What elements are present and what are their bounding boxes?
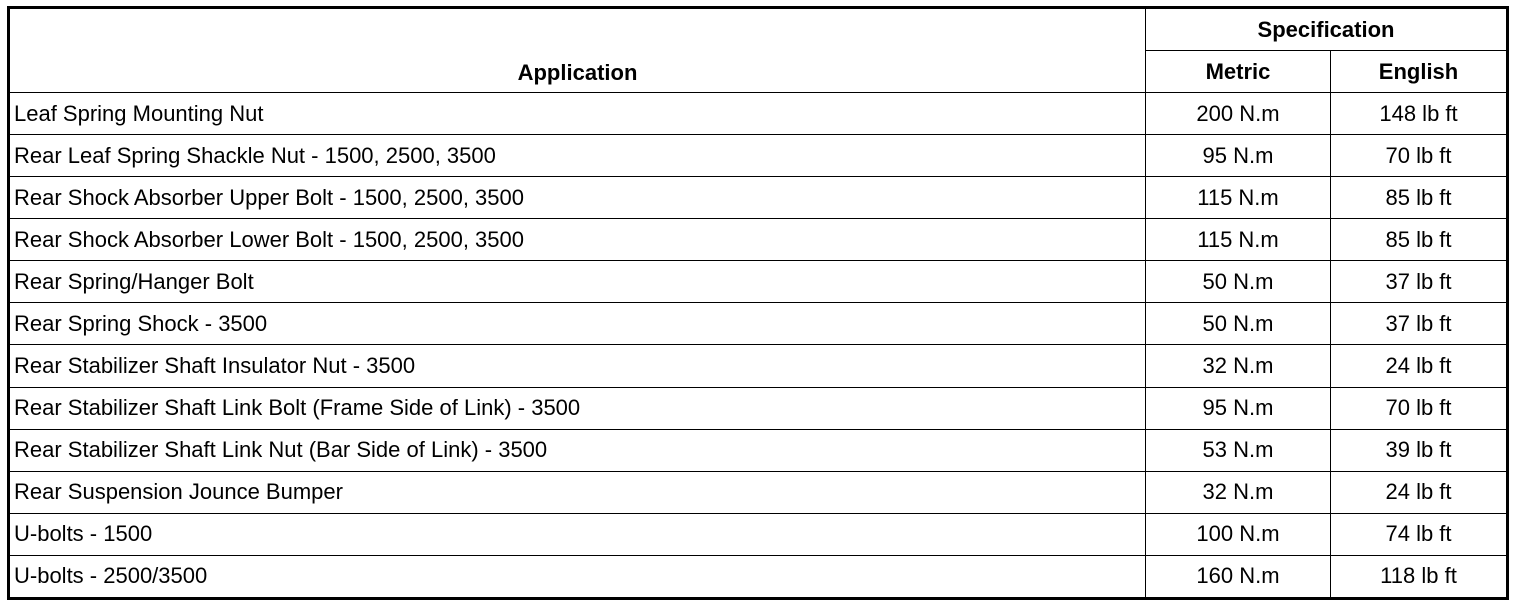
application-cell: Leaf Spring Mounting Nut: [9, 93, 1146, 135]
application-cell: U-bolts - 2500/3500: [9, 555, 1146, 598]
table-header: [9, 8, 1508, 93]
application-cell: Rear Stabilizer Shaft Link Nut (Bar Side of Link) - 3500: [9, 429, 1146, 471]
application-cell: Rear Spring/Hanger Bolt: [9, 261, 1146, 303]
metric-cell: 95 N.m: [1146, 387, 1331, 429]
metric-cell: 50 N.m: [1146, 303, 1331, 345]
application-cell: U-bolts - 1500: [9, 513, 1146, 555]
table-row: [9, 429, 1508, 471]
table-body: [9, 93, 1508, 599]
english-cell: 37 lb ft: [1331, 303, 1508, 345]
metric-cell: 32 N.m: [1146, 345, 1331, 387]
metric-cell: 200 N.m: [1146, 93, 1331, 135]
table-row: [9, 345, 1508, 387]
metric-header: Metric: [1146, 51, 1331, 93]
application-cell: Rear Stabilizer Shaft Insulator Nut - 3500: [9, 345, 1146, 387]
metric-cell: 100 N.m: [1146, 513, 1331, 555]
english-cell: 85 lb ft: [1331, 177, 1508, 219]
application-header: Application: [9, 8, 1146, 93]
table-row: [9, 219, 1508, 261]
english-cell: 74 lb ft: [1331, 513, 1508, 555]
metric-cell: 53 N.m: [1146, 429, 1331, 471]
application-cell: Rear Suspension Jounce Bumper: [9, 471, 1146, 513]
english-cell: 70 lb ft: [1331, 387, 1508, 429]
table-row: [9, 135, 1508, 177]
table-row: [9, 471, 1508, 513]
english-cell: 118 lb ft: [1331, 555, 1508, 598]
specification-header: Specification: [1146, 8, 1508, 51]
english-cell: 70 lb ft: [1331, 135, 1508, 177]
table-row: [9, 177, 1508, 219]
english-cell: 85 lb ft: [1331, 219, 1508, 261]
metric-cell: 95 N.m: [1146, 135, 1331, 177]
metric-cell: 50 N.m: [1146, 261, 1331, 303]
table-row: [9, 513, 1508, 555]
table-row: [9, 387, 1508, 429]
table-row: [9, 555, 1508, 598]
english-cell: 24 lb ft: [1331, 471, 1508, 513]
application-cell: Rear Shock Absorber Upper Bolt - 1500, 2500, 3500: [9, 177, 1146, 219]
application-cell: Rear Stabilizer Shaft Link Bolt (Frame Side of Link) - 3500: [9, 387, 1146, 429]
metric-cell: 32 N.m: [1146, 471, 1331, 513]
english-cell: 37 lb ft: [1331, 261, 1508, 303]
english-cell: 39 lb ft: [1331, 429, 1508, 471]
english-header: English: [1331, 51, 1508, 93]
table-row: [9, 93, 1508, 135]
application-cell: Rear Spring Shock - 3500: [9, 303, 1146, 345]
application-cell: Rear Shock Absorber Lower Bolt - 1500, 2500, 3500: [9, 219, 1146, 261]
fastener-torque-table: [7, 6, 1509, 600]
english-cell: 24 lb ft: [1331, 345, 1508, 387]
english-cell: 148 lb ft: [1331, 93, 1508, 135]
table-row: [9, 303, 1508, 345]
table-row: [9, 261, 1508, 303]
metric-cell: 115 N.m: [1146, 219, 1331, 261]
metric-cell: 115 N.m: [1146, 177, 1331, 219]
metric-cell: 160 N.m: [1146, 555, 1331, 598]
application-cell: Rear Leaf Spring Shackle Nut - 1500, 2500, 3500: [9, 135, 1146, 177]
